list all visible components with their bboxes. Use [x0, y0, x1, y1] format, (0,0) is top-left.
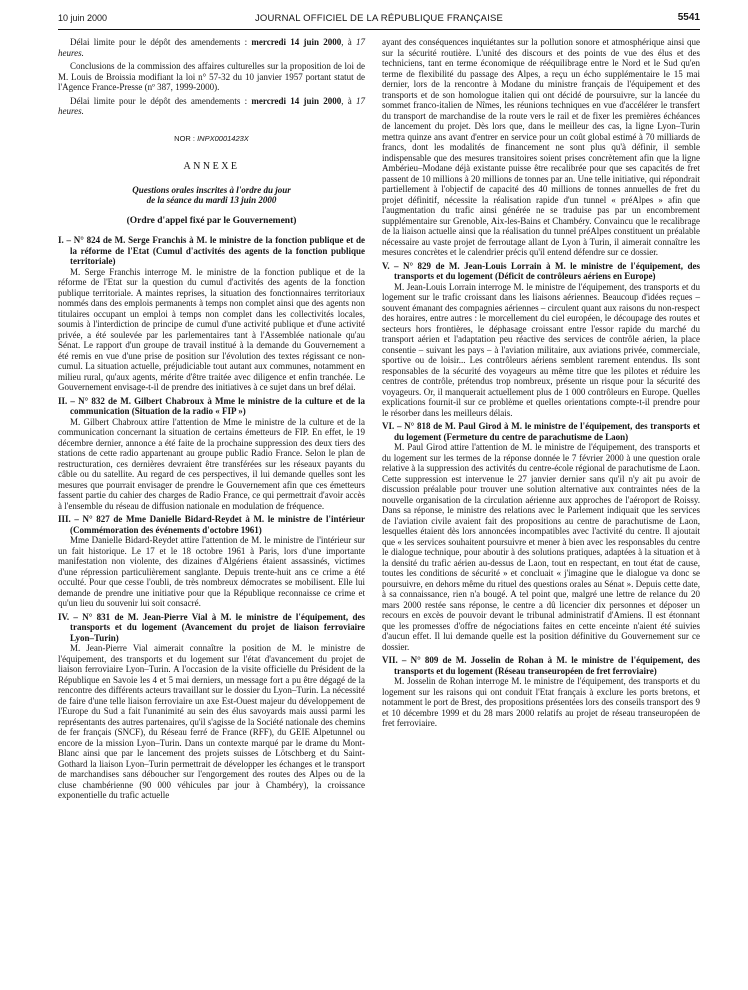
questions-title-line-1: Questions orales inscrites à l'ordre du jour — [132, 184, 291, 195]
question-6-heading: VI. – N° 818 de M. Paul Girod à M. le ministre de l'équipement, des transports et du logement (Fermeture du centre de parachutisme de Laon) — [382, 421, 700, 442]
page-number: 5541 — [677, 12, 700, 23]
question-1-heading: I. – N° 824 de M. Serge Franchis à M. le ministre de la fonction publique et de la réforme de l'Etat (Cumul d'activités des agents de la fonction publique territoriale) — [58, 235, 365, 266]
question-5-heading: V. – N° 829 de M. Jean-Louis Lorrain à M. le ministre de l'équipement, des transports et du logement (Déficit de contrôleurs aériens en Europe) — [382, 260, 700, 281]
question-4-heading: IV. – N° 831 de M. Jean-Pierre Vial à M. le ministre de l'équipement, des transports et du logement (Avancement du projet de liaison ferroviaire Lyon–Turin) — [58, 611, 365, 643]
question-6-body: M. Paul Girod attire l'attention de M. le ministre de l'équipement, des transports et du logement sur les termes de la réponse donnée le 7 février 2000 à une question orale relative à la suppression des activités du centre-école régional de parachutisme de Laon. Cette suppression est intervenue le 27 janvier dernier sans qu'il n'y ait pu avoir de discussion préalable pour trouver une solution alternative aux contraintes nées de la nouvelle organisation de la circulation aérienne aux approches de l'aéroport de Roissy. Dans sa réponse, le ministre des relations avec le Parlement indiquait que les services de l'aviation civile avaient fait des propositions au centre de parachutisme de Laon, lesquelles étaient dès lors annoncées incompatibles avec l'activité du centre. Il ajoutait que « les services souhaitent poursuivre et mener à bien avec les responsables du centre le dialogue technique, pour aboutir à des solutions pratiques, adaptées à la situation et à la densité du trafic aérien au-dessus de Laon, tout en respectant, en tout état de cause, toutes les conditions de sécurité » et concluait « j'imagine que le dialogue va donc se poursuivre, en dehors même du rituel des questions orales au Sénat ». Depuis cette date, à sa connaissance, rien n'a bougé. A tel point que, malgré une lettre de relance du 20 mars 2000 restée sans réponse, le centre a dû licencier dix personnes et déposer un recours en excès de pouvoir devant le tribunal administratif d'Amiens. Il est étonnant que les promesses d'offre de négociations faites en cette enceinte n'aient été suivies d'aucun effet. Il lui demande quelle est la position définitive du Gouvernement sur ce dossier. — [382, 442, 700, 652]
question-4-body: M. Jean-Pierre Vial aimerait connaître la position de M. le ministre de l'équipement, des transports et du logement sur l'état d'avancement du projet de liaison ferroviaire Lyon–Turin. A l'occasion de la visite officielle du Président de la République en Savoie les 4 et 5 mai derniers, un message fort a pu être dégagé de la rencontre des différents acteurs travaillant sur le dossier du Lyon–Turin. La nécessité de faire d'une telle liaison ferroviaire un axe Est-Ouest majeur du développement de l'Europe du Sud a fait l'unanimité au sein des élus savoyards mais aussi parmi les représentants des autres partenaires, qu'il s'agisse de la Société nationale des chemins de fer français (SNCF), du Réseau ferré de France (RFF), du GEIE Alpetunnel ou encore de la mission Lyon–Turin. Dans un contexte marqué par le drame du Mont-Blanc ainsi que par le lancement des projets suisses de Lötschberg et du Saint-Gothard la liaison Lyon–Turin permettrait de développer les échanges et le transport de marchandises sans déboucher sur l'engorgement des routes des Alpes ou de la cluse chambérienne (90 000 véhicules par jour à Chambéry), la croissance exponentielle du trafic actuelle — [58, 643, 365, 800]
header-rule — [58, 29, 700, 30]
question-3-heading: III. – N° 827 de Mme Danielle Bidard-Reydet à M. le ministre de l'intérieur (Commémoration des événements d'octobre 1961) — [58, 514, 365, 535]
page-header — [58, 10, 700, 26]
deadline-notice-1: Délai limite pour le dépôt des amendements : mercredi 14 juin 2000, à 17 heures. — [58, 37, 365, 58]
question-5-body: M. Jean-Louis Lorrain interroge M. le ministre de l'équipement, des transports et du logement sur le trafic croissant dans les liaisons aériennes. Beaucoup d'idées reçues – souvent émanant des compagnies aériennes – circulent quant aux raisons du non-respect des horaires, entre autres : le morcellement du ciel européen, le découpage des routes et secteurs hors frontières, le déphasage croissant entre l'essor rapide du marché du transport aérien et l'adaptation peu réactive des services de contrôle aérien, la place consentie – suivant les pays – à l'aviation militaire, aux aviations privée, commerciale, sportive ou de loisir... Les contrôleurs aériens semblent rarement entendus. Ils sont responsables de la sécurité des voyageurs au même titre que les pilotes et réduire les centres de contrôle, prétendus trop nombreux, présente un risque pour la sécurité des voyageurs. Or, il manquerait actuellement plus de 1 000 contrôleurs en Europe. Quelles explications fournit-il sur ce problème et quelles orientations compte-t-il prendre pour le résorber dans les meilleurs délais. — [382, 281, 700, 418]
conclusions-paragraph: Conclusions de la commission des affaires culturelles sur la proposition de loi de M. Louis de Broissia modifiant la loi n° 57-32 du 10 janvier 1957 portant statut de l'Agence France-Presse (nº 387, 1999-2000). — [58, 61, 365, 92]
annexe-heading: ANNEXE — [183, 161, 240, 172]
nor-reference: NOR : INPX0001423X — [174, 133, 249, 143]
order-of-call: (Ordre d'appel fixé par le Gouvernement) — [126, 215, 297, 226]
right-column — [382, 37, 700, 729]
question-7-body: M. Josselin de Rohan interroge M. le ministre de l'équipement, des transports et du logement sur les raisons qui ont conduit l'Etat français à exclure les ports bretons, et notamment le port de Brest, des propositions présentées lors des conseils transport des 9 et 10 décembre 1999 et du 28 mars 2000 relatifs au projet de réseau transeuropéen de fret ferroviaire. — [382, 676, 700, 728]
question-7-heading: VII. – N° 809 de M. Josselin de Rohan à M. le ministre de l'équipement, des transports et du logement (Réseau transeuropéen de fret ferroviaire) — [382, 655, 700, 676]
question-2-body: M. Gilbert Chabroux attire l'attention de Mme le ministre de la culture et de la communication concernant la situation de certains émetteurs de FIP. En effet, le 19 décembre dernier, annonce a été faite de la prochaine suppression des deux tiers des stations de cette radio appartenant au groupe public Radio France. Selon le plan de restructuration, ces dernières devraient être transférées sur les réseaux payants du câble ou du satellite. Au regard de ces perspectives, il lui demande quelles sont les mesures que pourrait envisager de prendre le Gouvernement afin que ces émetteurs fassent partie du cahier des charges de Radio France, ce qui permettrait d'avoir accès à l'ensemble du réseau de diffusion nationale en modulation de fréquence. — [58, 416, 365, 511]
question-1-body: M. Serge Franchis interroge M. le ministre de la fonction publique et de la réforme de l'Etat sur la question du cumul d'activités des agents de la fonction publique territoriale. A maintes reprises, la situation des fonctionnaires territoriaux nommés dans des emplois permanents à temps non complet ainsi que des agents non titulaires occupant un emploi à temps non complet dans les collectivités locales, soumis à l'interdiction de principe de cumul d'une activité publique et d'une activité privée, a été soulevée par les parlementaires tant à l'Assemblée nationale qu'au Sénat. Le rapport d'un groupe de travail institué à la demande du Gouvernement a été remis en vue d'une prise de position sur l'évolution des textes régissant ce non-cumul. La situation actuelle, préjudiciable tout autant aux communes, notamment en milieu rural, qu'aux agents, mérite d'être traitée avec diligence et enfin tranchée. Le Gouvernement envisage-t-il de prendre des initiatives à ce sujet dans un bref délai. — [58, 266, 365, 392]
journal-title: JOURNAL OFFICIEL DE LA RÉPUBLIQUE FRANÇAISE — [254, 13, 504, 24]
question-4-continuation: ayant des conséquences inquiétantes sur la pollution sonore et atmosphérique ainsi que sur la sécurité routière. L'unité des discours et des points de vue des élus et des techniciens, tant en terme économique de rééquilibrage entre le Nord et le Sud qu'en terme de flexibilité du passage des Alpes, a reçu un écho supplémentaire le 15 mai dernier, lors de la rencontre à Modane du ministre français de l'équipement et des transports et de son homologue italien qui ont décidé de poursuivre, sur la lancée du sommet franco-italien de Nîmes, les réunions techniques en vue d'accélérer le transfert du transport de marchandise de la route vers le rail et de fixer les premières échéances de lancement du projet. Dès lors que, dans le meilleur des cas, la ligne Lyon–Turin mettra quinze ans avant d'entrer en service pour un coût global estimé à 70 milliards de francs, dont les modalités de financement ne sont plus qu'à définir, il semble indispensable que des mesures transitoires soient prises concrètement afin que la ligne Ambérieu–Modane déjà existante puisse être recalibrée pour que ses capacités de fret passent de 10 millions à 20 millions de tonnes par an. Une telle initiative, qui répondrait partiellement à l'objectif de capacité des 40 millions de tonnes annuelles de fret du projet définitif, nécessite la réalisation rapide d'un tunnel « préAlpes » afin que l'augmentation du trafic ainsi générée ne se traduise pas par un encombrement supplémentaire sur Grenoble, Aix-les-Bains et Chambéry. Convaincu que le recalibrage de la liaison actuelle ainsi que la réalisation du tunnel préAlpes constituent un préalable nécessaire au vaste projet de ferroutage allant de Lyon à Turin, il aimerait connaître les mesures concrètes et le calendrier précis qu'il entend défendre sur ce dossier. — [382, 37, 700, 257]
issue-date: 10 juin 2000 — [58, 13, 108, 23]
left-column — [58, 37, 365, 801]
deadline-notice-2: Délai limite pour le dépôt des amendements : mercredi 14 juin 2000, à 17 heures. — [58, 95, 365, 116]
questions-title-line-2: de la séance du mardi 13 juin 2000 — [146, 195, 277, 205]
question-2-heading: II. – N° 832 de M. Gilbert Chabroux à Mme le ministre de la culture et de la communication (Situation de la radio « FIP ») — [58, 395, 365, 416]
question-3-body: Mme Danielle Bidard-Reydet attire l'attention de M. le ministre de l'intérieur sur un fait historique. Le 17 et le 18 octobre 1961 à Paris, lors d'une importante manifestation non violente, des dizaines d'Algériens étaient assassinés, victimes d'une répression particulièrement sanglante. Depuis trente-huit ans ce crime a été occulté. Pour que cesse l'oubli, de très nombreux démocrates se mobilisent. Elle lui demande de prendre une initiative pour que la République reconnaisse ce crime et qu'un lieu du souvenir lui soit consacré. — [58, 535, 365, 608]
